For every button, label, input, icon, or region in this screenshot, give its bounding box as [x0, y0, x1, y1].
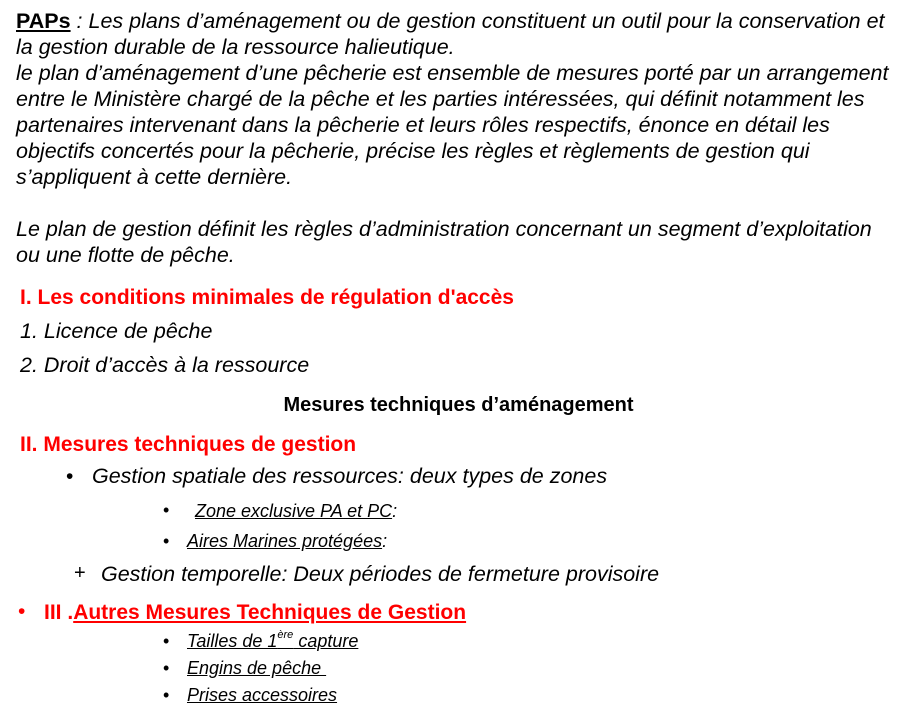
section-1-item-licence: 1. Licence de pêche	[20, 319, 213, 343]
bullet-section-3: •	[18, 600, 26, 623]
gestion-paragraph: Le plan de gestion définit les règles d’administration concernant un segment d’exploitation ou une flotte de pêche.	[16, 217, 872, 267]
temporal-management-line: Gestion temporelle: Deux périodes de fermeture provisoire	[101, 562, 660, 586]
section-2-title: II. Mesures techniques de gestion	[20, 433, 357, 456]
prises-accessoires-text: Prises accessoires	[187, 685, 338, 705]
spatial-management-line: Gestion spatiale des ressources: deux types de zones	[92, 464, 608, 488]
tailles-capture-text	[187, 631, 358, 651]
section-1-title: I. Les conditions minimales de régulation d'accès	[20, 286, 514, 309]
intro-text-block	[16, 8, 896, 268]
tailles-superscript: ère	[277, 629, 294, 641]
section-3-prefix: III .	[44, 601, 74, 624]
bullet-aires: •	[163, 531, 170, 551]
section-3-title-line	[44, 601, 466, 625]
bullet-zone: •	[163, 500, 170, 520]
tailles-text-after: capture	[293, 631, 359, 651]
aires-marines-line	[187, 531, 387, 552]
aires-colon: :	[382, 531, 388, 551]
bullet-temporal: +	[74, 562, 86, 584]
tailles-text-before: Tailles de 1	[187, 631, 278, 651]
aires-marines-text: Aires Marines protégées	[187, 531, 383, 551]
bullet-tailles: •	[163, 631, 170, 651]
bullet-prises: •	[163, 685, 170, 705]
center-title: Mesures techniques d’aménagement	[283, 394, 634, 416]
prises-accessoires-line	[187, 685, 337, 706]
paps-definition: : Les plans d’aménagement ou de gestion constituent un outil pour la conservation et la gestion durable de la ressource halieutique.	[16, 9, 885, 59]
section-3-title: Autres Mesures Techniques de Gestion	[73, 601, 467, 624]
zone-exclusive-line	[195, 501, 397, 522]
bullet-spatial: •	[66, 465, 74, 488]
section-1-item-droit: 2. Droit d’accès à la ressource	[20, 353, 310, 377]
amenagement-paragraph: le plan d’aménagement d’une pêcherie est ensemble de mesures porté par un arrangement entre le Ministère chargé de la pêche et les parties intéressées, qui définit notamment les partenaires intervenant dans la pêcherie et leurs rôles respectifs, énonce en détail les objectifs concertés pour la pêcherie, précise les règles et règlements de gestion qui s’appliquent à cette dernière.	[16, 61, 889, 189]
tailles-capture-line	[187, 631, 358, 652]
paragraph-gap	[16, 190, 896, 216]
engins-peche-text: Engins de pêche	[187, 658, 327, 678]
paps-paragraph	[16, 8, 896, 60]
zone-colon: :	[392, 501, 398, 521]
zone-exclusive-text: Zone exclusive PA et PC	[195, 501, 393, 521]
engins-peche-line	[187, 658, 326, 679]
bullet-engins: •	[163, 658, 170, 678]
paps-label: PAPs	[16, 9, 71, 33]
